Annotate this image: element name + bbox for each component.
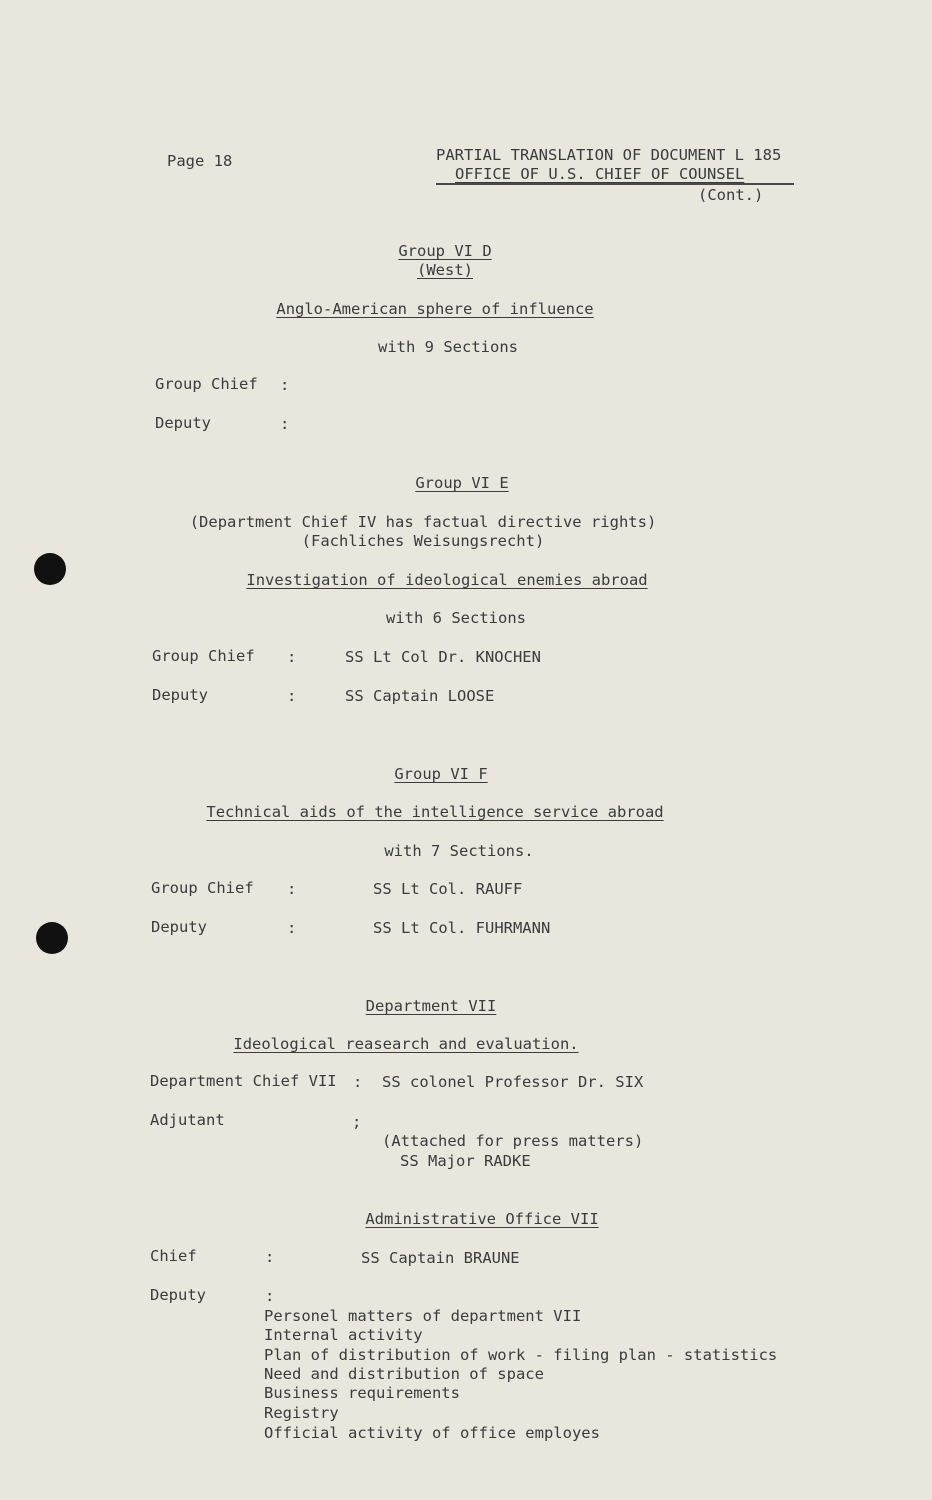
department-vii-chief-label: Department Chief VII <box>150 1072 337 1090</box>
administrative-deputy-label: Deputy <box>150 1286 206 1304</box>
group-vi-d-deputy-label: Deputy <box>155 414 211 432</box>
group-vi-e-chief-label: Group Chief <box>152 647 255 665</box>
group-vi-e-subject: Investigation of ideological enemies abroad <box>246 571 648 589</box>
page-number: Page 18 <box>167 152 233 170</box>
group-vi-f-sections: with 7 Sections. <box>384 842 534 860</box>
group-vi-e-note-german: (Fachliches Weisungsrecht) <box>301 532 545 550</box>
group-vi-e-sections: with 6 Sections <box>386 609 526 627</box>
duty-item: Internal activity <box>264 1326 423 1344</box>
group-vi-f-heading: Group VI F <box>394 765 488 783</box>
duty-item: Plan of distribution of work - filing plan - statistics <box>264 1346 778 1364</box>
administrative-office-heading: Administrative Office VII <box>365 1210 599 1228</box>
department-vii-heading: Department VII <box>365 997 497 1015</box>
group-vi-f-subject: Technical aids of the intelligence service abroad <box>206 803 664 821</box>
adjutant-value: SS Major RADKE <box>400 1152 531 1170</box>
group-vi-f-chief-value: SS Lt Col. RAUFF <box>373 880 523 898</box>
duty-item: Personel matters of department VII <box>264 1307 582 1325</box>
group-vi-f-deputy-colon: : <box>287 919 297 937</box>
document-office: OFFICE OF U.S. CHIEF OF COUNSEL <box>455 165 745 183</box>
duty-item: Need and distribution of space <box>264 1365 544 1383</box>
group-vi-d-chief-label: Group Chief <box>155 375 258 393</box>
adjutant-label: Adjutant <box>150 1111 225 1129</box>
administrative-chief-colon: : <box>265 1248 275 1266</box>
department-vii-subject: Ideological reasearch and evaluation. <box>233 1035 579 1053</box>
group-vi-f-deputy-value: SS Lt Col. FUHRMANN <box>373 919 551 937</box>
group-vi-d-chief-colon: : <box>280 376 290 394</box>
continued-note: (Cont.) <box>698 186 764 204</box>
group-vi-d-deputy-colon: : <box>280 415 290 433</box>
duty-item: Business requirements <box>264 1384 460 1402</box>
group-vi-f-chief-label: Group Chief <box>151 879 254 897</box>
administrative-chief-value: SS Captain BRAUNE <box>361 1249 520 1267</box>
group-vi-e-deputy-value: SS Captain LOOSE <box>345 687 495 705</box>
adjutant-colon: ; <box>352 1113 362 1131</box>
administrative-deputy-colon: : <box>265 1287 275 1305</box>
administrative-chief-label: Chief <box>150 1247 197 1265</box>
group-vi-e-deputy-label: Deputy <box>152 686 208 704</box>
duty-item: Official activity of office employes <box>264 1424 600 1442</box>
duty-item: Registry <box>264 1404 339 1422</box>
group-vi-e-note: (Department Chief IV has factual directive rights) <box>189 513 657 531</box>
punch-hole-bottom <box>36 922 68 954</box>
group-vi-f-deputy-label: Deputy <box>151 918 207 936</box>
adjutant-note: (Attached for press matters) <box>382 1132 644 1150</box>
group-vi-f-chief-colon: : <box>287 880 297 898</box>
punch-hole-top <box>34 553 66 585</box>
group-vi-d-heading: Group VI D <box>398 242 492 260</box>
group-vi-d-region: (West) <box>417 261 473 279</box>
document-title: PARTIAL TRANSLATION OF DOCUMENT L 185 <box>436 146 782 164</box>
group-vi-e-chief-colon: : <box>287 648 297 666</box>
group-vi-d-subject: Anglo-American sphere of influence <box>276 300 594 318</box>
department-vii-chief-colon: : <box>353 1073 363 1091</box>
group-vi-e-chief-value: SS Lt Col Dr. KNOCHEN <box>345 648 541 666</box>
group-vi-e-heading: Group VI E <box>415 474 509 492</box>
department-vii-chief-value: SS colonel Professor Dr. SIX <box>382 1073 644 1091</box>
group-vi-d-sections: with 9 Sections <box>378 338 518 356</box>
group-vi-e-deputy-colon: : <box>287 687 297 705</box>
